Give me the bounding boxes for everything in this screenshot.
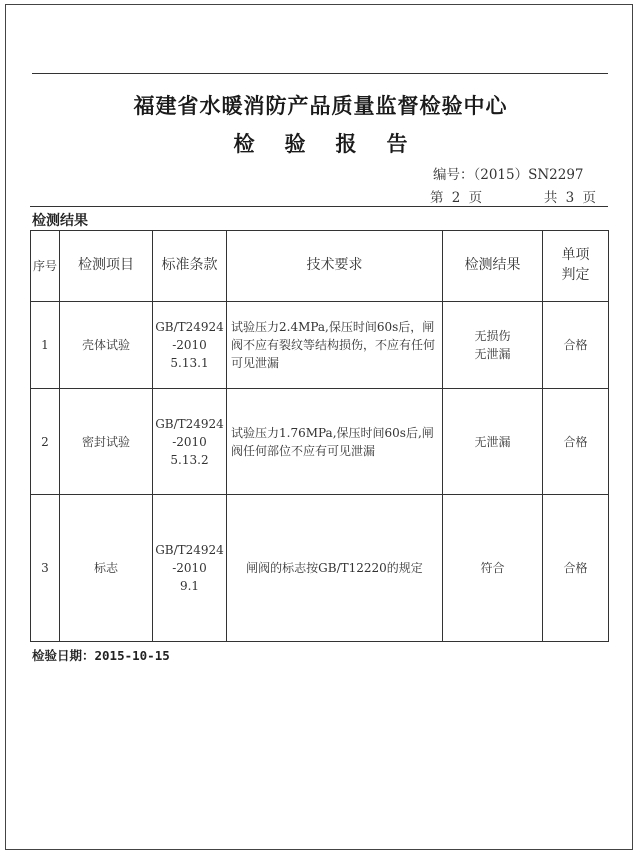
row-standard [153, 389, 227, 495]
results-table [30, 230, 609, 642]
report-number: 编号：（2015）SN2297 [433, 167, 584, 183]
row-result [443, 389, 543, 495]
row-item: 标志 [60, 495, 153, 642]
inspection-date: 检验日期：2015-10-15 [32, 648, 170, 663]
page-info [430, 186, 598, 206]
row-verdict: 合格 [543, 389, 609, 495]
row-result [443, 302, 543, 389]
col-header-no: 序号 [31, 231, 60, 302]
row-requirement: 试验压力2.4MPa,保压时间60s后，闸阀不应有裂纹等结构损伤，不应有任何可见泄漏 [227, 302, 443, 389]
col-header-standard: 标准条款 [153, 231, 227, 302]
standard-clause: 5.13.2 [170, 452, 209, 467]
standard-year: -2010 [172, 434, 207, 449]
table-row [31, 302, 609, 389]
row-no: 3 [31, 495, 60, 642]
standard-clause: 9.1 [179, 579, 200, 593]
col-header-requirement: 技术要求 [227, 231, 443, 302]
section-divider [30, 206, 608, 207]
col-header-verdict [543, 231, 609, 302]
table-row [31, 495, 609, 642]
row-no: 1 [31, 302, 60, 389]
result-line: 无泄漏 [474, 347, 511, 361]
col-header-item: 检测项目 [60, 231, 153, 302]
result-line: 无泄漏 [474, 434, 511, 449]
result-line: 无损伤 [474, 329, 511, 343]
row-item: 壳体试验 [60, 302, 153, 389]
page-total: 共 3 页 [543, 190, 598, 206]
header-divider [32, 73, 608, 74]
result-line: 符合 [480, 561, 505, 575]
table-row [31, 389, 609, 495]
col-header-result: 检测结果 [443, 231, 543, 302]
row-standard [153, 495, 227, 642]
row-requirement: 闸阀的标志按GB/T12220的规定 [227, 495, 443, 642]
row-result [443, 495, 543, 642]
table-header-row [31, 231, 609, 302]
row-no: 2 [31, 389, 60, 495]
row-standard [153, 302, 227, 389]
verdict-header-text: 单项判定 [561, 247, 590, 283]
standard-code: GB/T24924 [155, 320, 224, 334]
standard-year: -2010 [172, 338, 207, 352]
standard-code: GB/T24924 [155, 416, 224, 431]
section-label: 检测结果 [32, 213, 88, 229]
row-requirement: 试验压力1.76MPa,保压时间60s后,闸阀任何部位不应有可见泄漏 [227, 389, 443, 495]
standard-clause: 5.13.1 [170, 356, 209, 370]
row-verdict: 合格 [543, 495, 609, 642]
row-verdict: 合格 [543, 302, 609, 389]
standard-year: -2010 [172, 561, 207, 575]
row-item: 密封试验 [60, 389, 153, 495]
page-current: 第 2 页 [430, 190, 485, 206]
standard-code: GB/T24924 [155, 543, 224, 557]
org-title: 福建省水暖消防产品质量监督检验中心 [133, 94, 508, 118]
report-title: 检验报告 [233, 132, 438, 156]
